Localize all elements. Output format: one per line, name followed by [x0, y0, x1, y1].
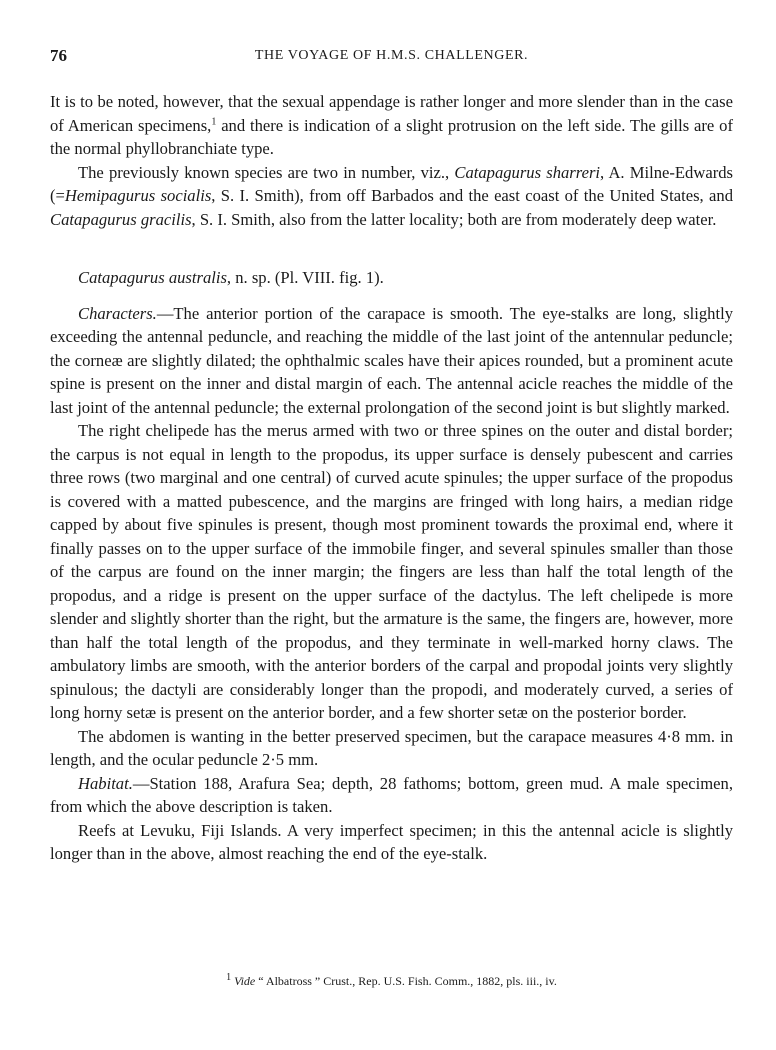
running-head: THE VOYAGE OF H.M.S. CHALLENGER. [254, 48, 529, 63]
species-heading [50, 266, 733, 290]
paragraph-abdomen: The abdomen is wanting in the better preserved specimen, but the carapace measures 4·8 mm. in length, and the ocular peduncle 2·5 mm. [50, 726, 733, 769]
species-heading-plate: , n. sp. (Pl. VIII. fig. 1). [226, 268, 384, 287]
text-run: It is to be noted, however, that the sexual appendage is rather longer and more slender than in the case of American specimens, [50, 92, 733, 135]
page-header [50, 46, 733, 68]
footnote-text: “ Albatross ” Crust., Rep. U.S. Fish. Comm., 1882, pls. iii., iv. [255, 974, 557, 988]
section-label-characters: Characters. [78, 303, 157, 323]
footnote-marker: 1 [226, 972, 232, 983]
species-name: Catapagurus gracilis [50, 209, 192, 229]
footnote-vide: Vide [234, 974, 256, 988]
text-run: —The anterior portion of the carapace is smooth. The eye-stalks are long, slightly exceeding the antennal peduncle, and reaching the middle of the last joint of the antennular peduncle; the corneæ are slightly dilated; the ophthalmic scales have their apices rounded, but a prominent acute spine is present on the inner and distal margin of each. The antennal acicle reaches the middle of the last joint of the antennal peduncle; the external prolongation of the second joint is but slightly marked. [50, 303, 733, 417]
paragraph-known-species [50, 161, 733, 232]
species-name: Catapagurus sharreri [454, 162, 601, 182]
paragraph-characters [50, 302, 733, 420]
section-label-habitat: Habitat. [78, 773, 133, 793]
text-run: The previously known species are two in number, viz., [78, 162, 455, 182]
paragraph-habitat [50, 772, 733, 819]
text-run: and there is indication of a slight protrusion on the left side. The gills are of the normal phyllobranchiate type. [50, 115, 733, 158]
text-run: , A. Milne-Edwards (= [50, 162, 733, 205]
paragraph-sexual-appendage [50, 90, 733, 161]
text-run: , S. I. Smith), from off Barbados and the east coast of the United States, and [211, 186, 733, 205]
text-run: —Station 188, Arafura Sea; depth, 28 fathoms; bottom, green mud. A male specimen, from which the above description is taken. [50, 773, 733, 816]
species-name: Hemipagurus socialis [64, 186, 212, 205]
species-heading-name: Catapagurus australis [78, 268, 227, 287]
paragraph-chelipede: The right chelipede has the merus armed with two or three spines on the outer and distal border; the carpus is not equal in length to the propodus, its upper surface is densely pubescent and carries three rows (two marginal and one central) of curved acute spinules; the upper surface of the propodus is covered with a matted pubescence, and the margins are fringed with long hairs, a median ridge capped by about five spinules is present, though most prominent towards the proximal end, where it finally passes on to the upper surface of the immobile finger, and several spinules smaller than those of the carpus are found on the inner margin; the fingers are less than half the total length of the propodus, and a ridge is present on the upper surface of the dactylus. The left chelipede is more slender and slightly shorter than the right, but the armature is the same, the fingers are, however, more than half the total length of the propodus, and they terminate in well-marked horny claws. The ambulatory limbs are smooth, with the anterior borders of the carpal and propodal joints very slightly spinulous; the dactyli are considerably longer than the propodi, and moderately curved, a series of long horny setæ is present on the anterior border, and a few shorter setæ on the posterior border. [50, 421, 733, 722]
footnote-reference: 1 [211, 115, 217, 127]
paragraph-reefs: Reefs at Levuku, Fiji Islands. A very imperfect specimen; in this the antennal acicle is slightly longer than in the above, almost reaching the end of the eye-stalk. [50, 820, 733, 863]
text-run: , S. I. Smith, also from the latter locality; both are from moderately deep water. [191, 209, 717, 229]
footnote [50, 974, 733, 989]
body-text [50, 90, 733, 866]
page-number: 76 [50, 46, 67, 65]
